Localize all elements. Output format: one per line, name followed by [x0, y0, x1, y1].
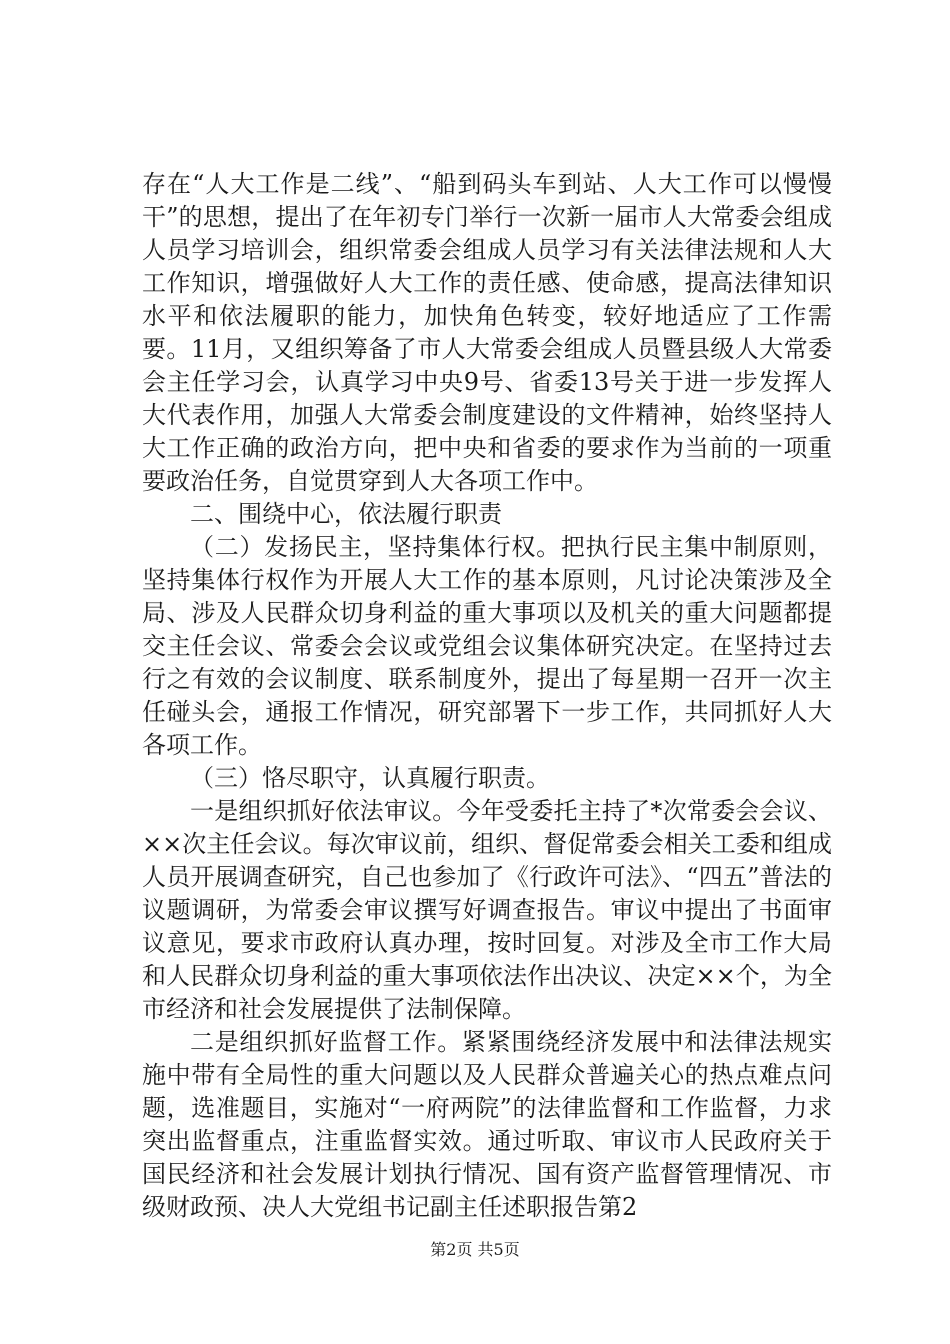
page-footer: 第2页 共5页: [430, 1240, 520, 1259]
paragraph-democracy: （二）发扬民主，坚持集体行权。把执行民主集中制原则，坚持集体行权作为开展人大工作的基本原则，凡讨论决策涉及全局、涉及人民群众切身利益的重大事项以及机关的重大问题都提交主任会议、常委会会议或党组会议集体研究决定。在坚持过去行之有效的会议制度、联系制度外，提出了每星期一召开一次主任碰头会，通报工作情况，研究部署下一步工作，共同抓好人大各项工作。: [142, 533, 832, 759]
paragraph-study: 存在“人大工作是二线”、“船到码头车到站、人大工作可以慢慢干”的思想，提出了在年初专门举行一次新一届市人大常委会组成人员学习培训会，组织常委会组成人员学习有关法律法规和人大工作知识，增强做好人大工作的责任感、使命感，提高法律知识水平和依法履职的能力，加快角色转变，较好地适应了工作需要。11月，又组织筹备了市人大常委会组成人员暨县级人大常委会主任学习会，认真学习中央9号、省委13号关于进一步发挥人大代表作用，加强人大常委会制度建设的文件精神，始终坚持人大工作正确的政治方向，把中央和省委的要求作为当前的一项重要政治任务，自觉贯穿到人大各项工作中。: [142, 170, 832, 495]
subsection-heading-duties: （三）恪尽职守，认真履行职责。: [190, 764, 550, 792]
paragraph-supervision: 二是组织抓好监督工作。紧紧围绕经济发展中和法律法规实施中带有全局性的重大问题以及人民群众普遍关心的热点难点问题，选准题目，实施对“一府两院”的法律监督和工作监督，力求突出监督重点，注重监督实效。通过听取、审议市人民政府关于国民经济和社会发展计划执行情况、国有资产监督管理情况、市级财政预、决人大党组书记副主任述职报告第2: [142, 1028, 832, 1221]
section-heading-center: 二、围绕中心，依法履行职责: [190, 500, 502, 528]
document-body: [142, 168, 832, 1224]
paragraph-deliberation: 一是组织抓好依法审议。今年受委托主持了*次常委会会议、××次主任会议。每次审议前，组织、督促常委会相关工委和组成人员开展调查研究，自己也参加了《行政许可法》、“四五”普法的议题调研，为常委会审议撰写好调查报告。审议中提出了书面审议意见，要求市政府认真办理，按时回复。对涉及全市工作大局和人民群众切身利益的重大事项依法作出决议、决定××个，为全市经济和社会发展提供了法制保障。: [142, 797, 832, 1023]
